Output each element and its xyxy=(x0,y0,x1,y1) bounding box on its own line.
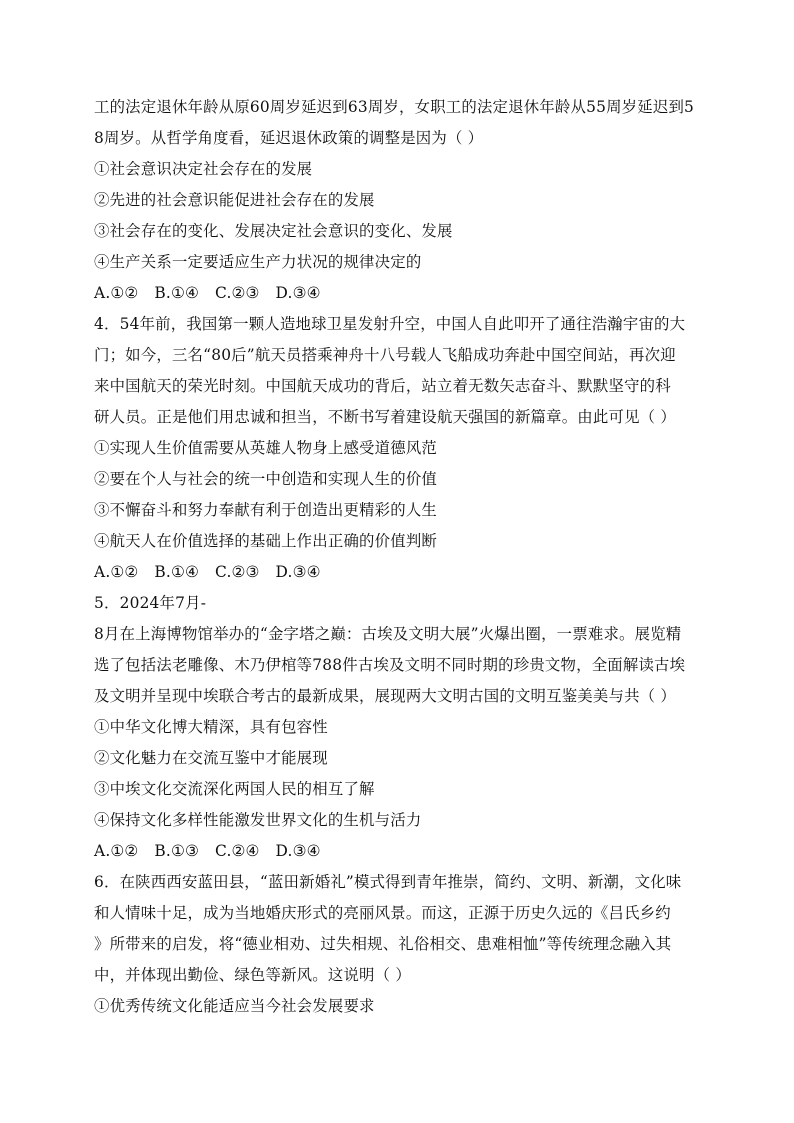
choice-b: B.①③ xyxy=(154,842,200,860)
choice-a: A.①② xyxy=(94,563,139,581)
question-5-option: ③中埃文化交流深化两国人民的相互了解 xyxy=(94,780,375,798)
question-6-stem-line: 中，并体现出勤俭、绿色等新风。这说明（ ） xyxy=(94,966,411,984)
question-4-option: ④航天人在价值选择的基础上作出正确的价值判断 xyxy=(94,532,437,550)
question-3-option: ③社会存在的变化、发展决定社会意识的变化、发展 xyxy=(94,222,453,240)
question-3-option: ④生产关系一定要适应生产力状况的规律决定的 xyxy=(94,253,422,271)
question-5-option: ④保持文化多样性能激发世界文化的生机与活力 xyxy=(94,811,422,829)
question-4-choices xyxy=(94,557,702,588)
choice-d: D.③④ xyxy=(275,284,321,302)
question-5-stem-line: 选了包括法老雕像、木乃伊棺等788件古埃及文明不同时期的珍贵文物，全面解读古埃 xyxy=(94,656,686,674)
question-4-option: ①实现人生价值需要从英雄人物身上感受道德风范 xyxy=(94,439,437,457)
question-5 xyxy=(94,588,702,867)
question-6-stem-line: 》所带来的启发，将“德业相劝、过失相规、礼俗相交、患难相恤”等传统理念融入其 xyxy=(94,935,672,953)
question-4-option: ②要在个人与社会的统一中创造和实现人生的价值 xyxy=(94,470,437,488)
question-6-stem-line: 和人情味十足，成为当地婚庆形式的亮丽风景。而这，正源于历史久远的《吕氏乡约 xyxy=(94,904,671,922)
question-3-stem-line: 工的法定退休年龄从原60周岁延迟到63周岁，女职工的法定退休年龄从55周岁延迟到5 xyxy=(94,98,695,116)
question-6-option: ①优秀传统文化能适应当今社会发展要求 xyxy=(94,997,375,1015)
question-3-option: ①社会意识决定社会存在的发展 xyxy=(94,160,313,178)
question-5-stem-line: 及文明并呈现中埃联合考古的最新成果，展现两大文明古国的文明互鉴美美与共（ ） xyxy=(94,687,676,705)
question-3-stem-line: 8周岁。从哲学角度看，延迟退休政策的调整是因为（ ） xyxy=(94,129,484,147)
choice-b: B.①④ xyxy=(154,284,200,302)
choice-c: C.②④ xyxy=(215,842,260,860)
question-5-option: ①中华文化博大精深，具有包容性 xyxy=(94,718,328,736)
question-5-option: ②文化魅力在交流互鉴中才能展现 xyxy=(94,749,328,767)
question-4-stem-line: 研人员。正是他们用忠诚和担当，不断书写着建设航天强国的新篇章。由此可见（ ） xyxy=(94,408,676,426)
question-4-stem-line: 门；如今，三名“80后”航天员搭乘神舟十八号载人飞船成功奔赴中国空间站，再次迎 xyxy=(94,346,676,364)
question-3-choices xyxy=(94,278,702,309)
choice-c: C.②③ xyxy=(215,563,260,581)
choice-d: D.③④ xyxy=(275,563,321,581)
choice-d: D.③④ xyxy=(275,842,321,860)
choice-b: B.①④ xyxy=(154,563,200,581)
question-4-stem-line: 4．54年前，我国第一颗人造地球卫星发射升空，中国人自此叩开了通往浩瀚宇宙的大 xyxy=(94,315,686,333)
question-3-option: ②先进的社会意识能促进社会存在的发展 xyxy=(94,191,375,209)
question-5-stem-line: 5．2024年7月- xyxy=(94,594,207,612)
question-4-stem-line: 来中国航天的荣光时刻。中国航天成功的背后，站立着无数矢志奋斗、默默坚守的科 xyxy=(94,377,671,395)
question-4-option: ③不懈奋斗和努力奉献有利于创造出更精彩的人生 xyxy=(94,501,437,519)
choice-a: A.①② xyxy=(94,842,139,860)
question-6-stem-line: 6．在陕西西安蓝田县，“蓝田新婚礼”模式得到青年推崇，简约、文明、新潮，文化味 xyxy=(94,873,682,891)
question-6 xyxy=(94,867,702,1022)
question-3 xyxy=(94,92,702,309)
question-5-choices xyxy=(94,836,702,867)
question-content xyxy=(94,92,702,1022)
question-4 xyxy=(94,309,702,588)
choice-a: A.①② xyxy=(94,284,139,302)
question-5-stem-line: 8月在上海博物馆举办的“金字塔之巅：古埃及文明大展”火爆出圈，一票难求。展览精 xyxy=(94,625,682,643)
choice-c: C.②③ xyxy=(215,284,260,302)
